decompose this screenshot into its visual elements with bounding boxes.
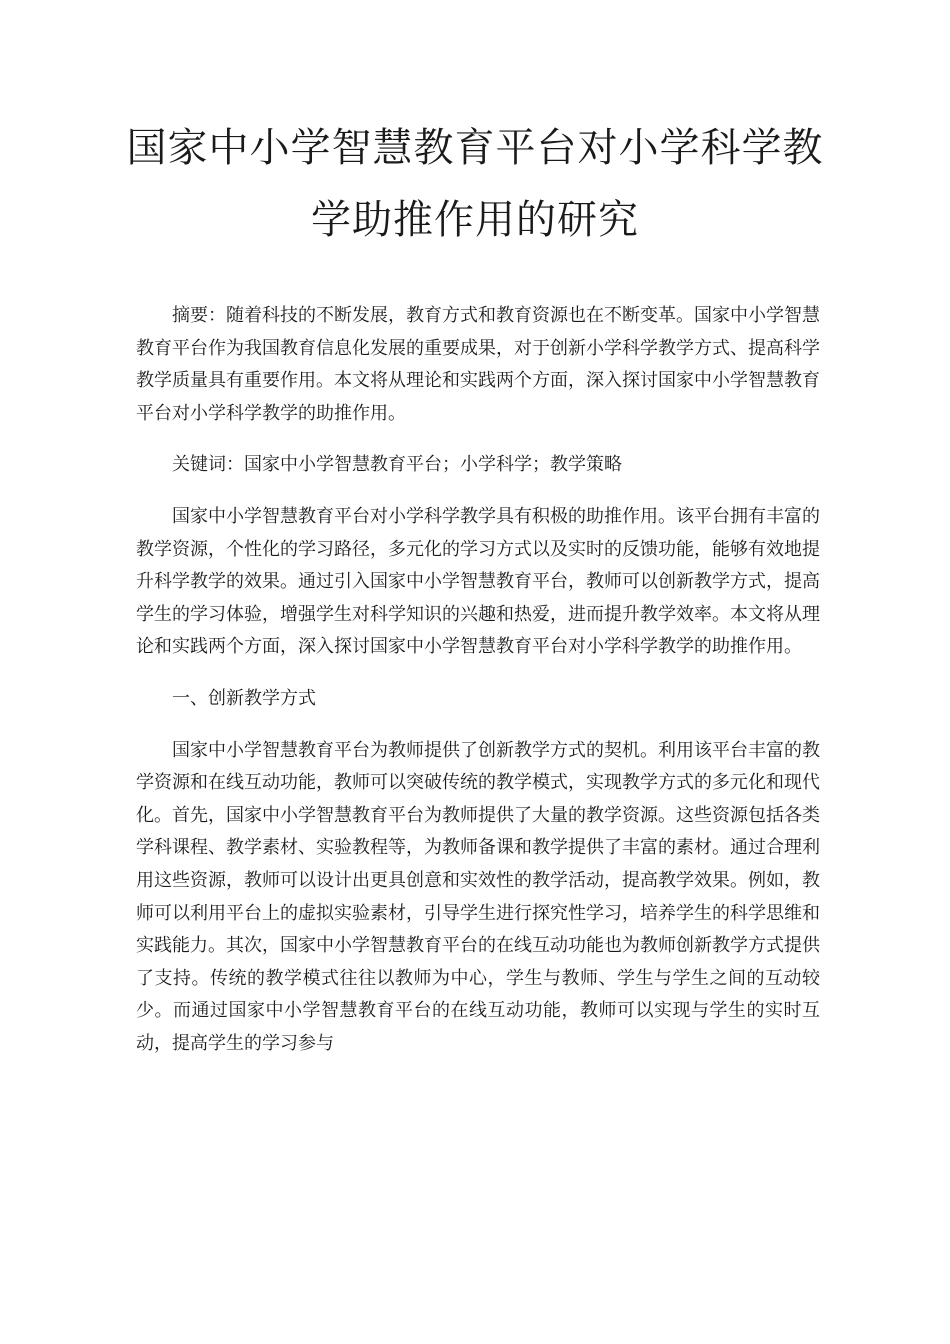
intro-paragraph: 国家中小学智慧教育平台对小学科学教学具有积极的助推作用。该平台拥有丰富的教学资源，个性化的学习路径，多元化的学习方式以及实时的反馈功能，能够有效地提升科学教学的效果。通过引入国家中小学智慧教育平台，教师可以创新教学方式，提高学生的学习体验，增强学生对科学知识的兴趣和热爱，进而提升教学效率。本文将从理论和实践两个方面，深入探讨国家中小学智慧教育平台对小学科学教学的助推作用。 [136, 505, 820, 658]
document-body [136, 300, 820, 1079]
document-title-line-1: 国家中小学智慧教育平台对小学科学教 [126, 125, 824, 171]
abstract-paragraph: 摘要：随着科技的不断发展，教育方式和教育资源也在不断变革。国家中小学智慧教育平台作为我国教育信息化发展的重要成果，对于创新小学科学教学方式、提高科学教学质量具有重要作用。本文将从理论和实践两个方面，深入探讨国家中小学智慧教育平台对小学科学教学的助推作用。 [136, 305, 820, 424]
section-body-paragraph: 国家中小学智慧教育平台为教师提供了创新教学方式的契机。利用该平台丰富的教学资源和在线互动功能，教师可以突破传统的教学模式，实现教学方式的多元化和现代化。首先，国家中小学智慧教育平台为教师提供了大量的教学资源。这些资源包括各类学科课程、教学素材、实验教程等，为教师备课和教学提供了丰富的素材。通过合理利用这些资源，教师可以设计出更具创意和实效性的教学活动，提高教学效果。例如，教师可以利用平台上的虚拟实验素材，引导学生进行探究性学习，培养学生的科学思维和实践能力。其次，国家中小学智慧教育平台的在线互动功能也为教师创新教学方式提供了支持。传统的教学模式往往以教师为中心，学生与教师、学生与学生之间的互动较少。而通过国家中小学智慧教育平台的在线互动功能，教师可以实现与学生的实时互动，提高学生的学习参与 [136, 739, 820, 1054]
keywords-paragraph: 关键词：国家中小学智慧教育平台；小学科学；教学策略 [172, 454, 622, 476]
document-title-line-2: 学助推作用的研究 [311, 197, 639, 243]
section-heading: 一、创新教学方式 [172, 687, 316, 709]
